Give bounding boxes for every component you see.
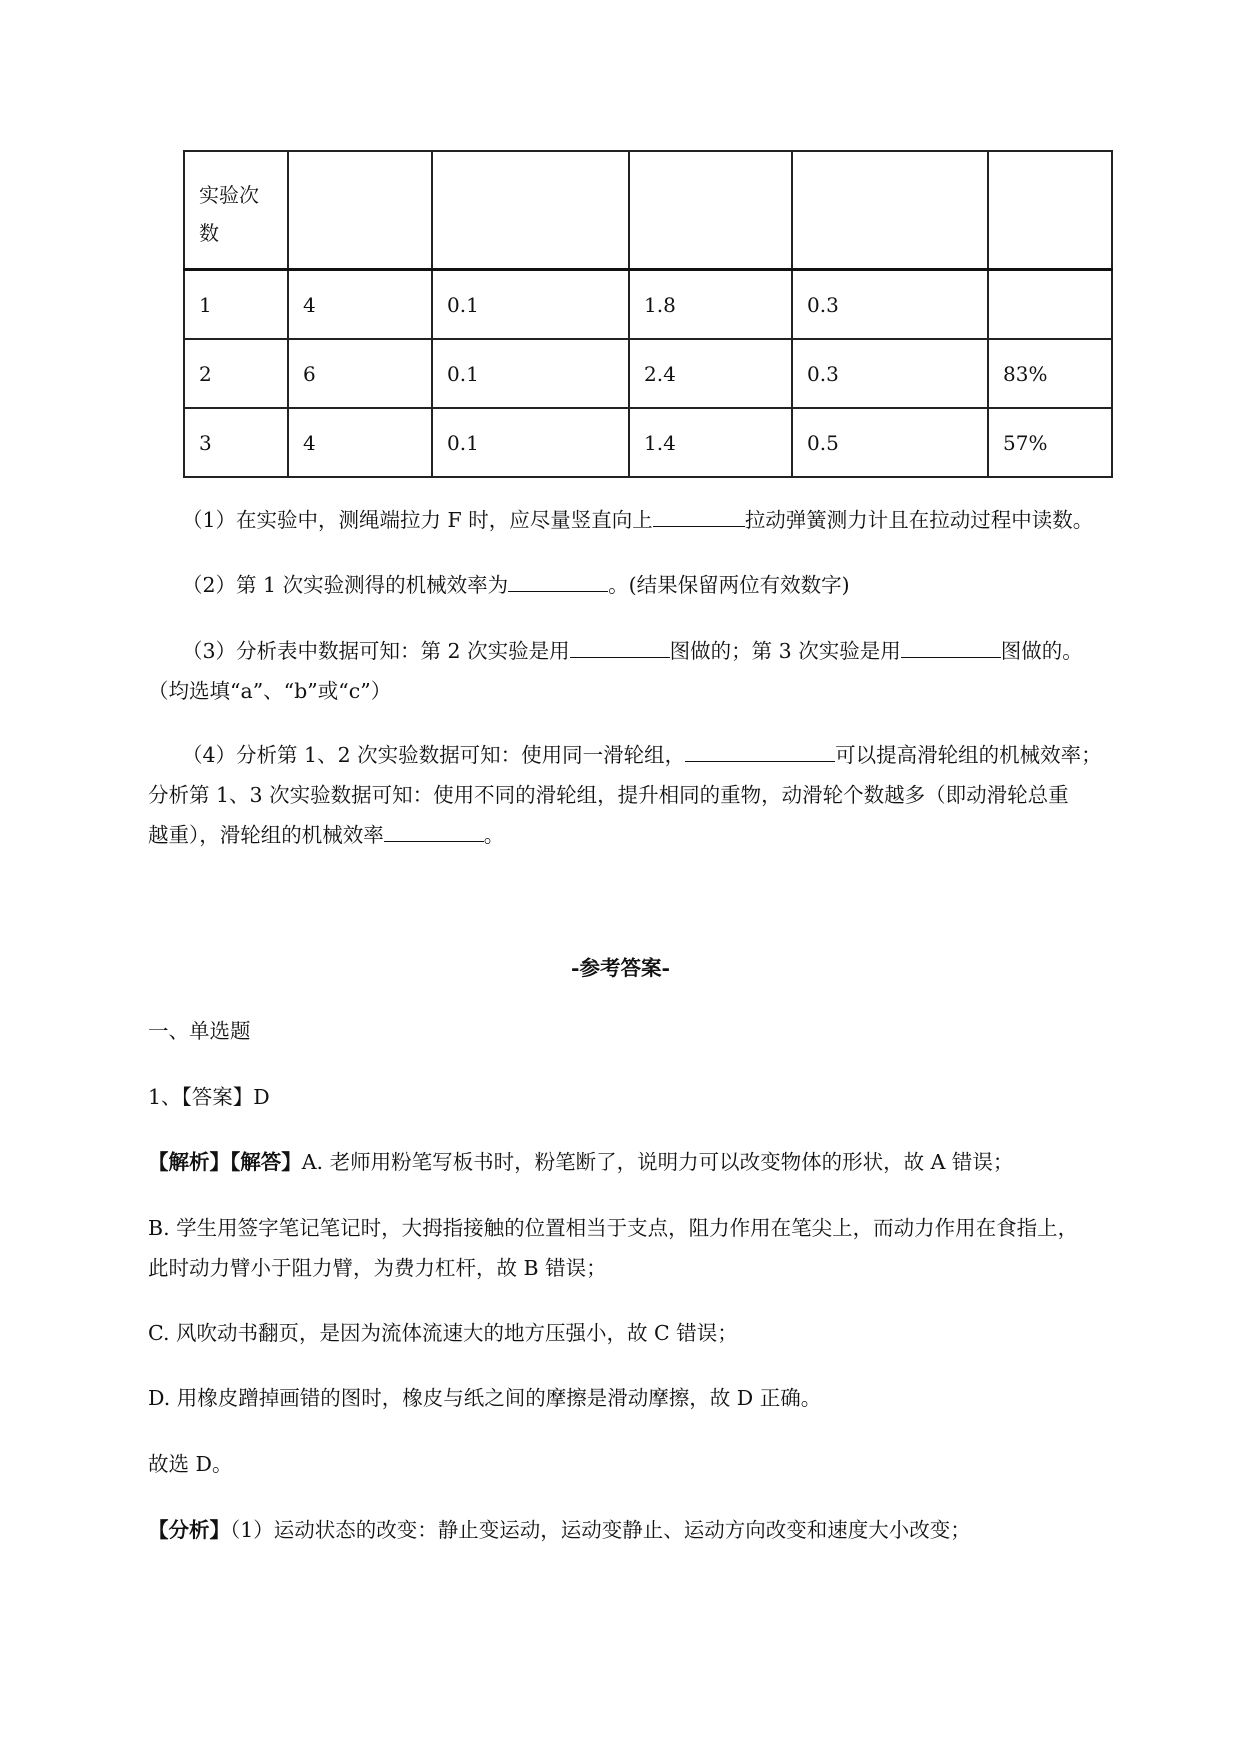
answer-item-1: 1、【答案】D — [148, 1085, 270, 1109]
table-cell: 4 — [288, 408, 432, 477]
table-cell: 2.4 — [629, 339, 792, 408]
answer-blank — [508, 569, 608, 592]
question-3-note: （均选填“a”、“b”或“c”） — [148, 679, 392, 703]
section-heading: 一、单选题 — [148, 1019, 251, 1043]
answers-title: -参考答案- — [570, 956, 671, 980]
analysis-d: D. 用橡皮蹭掉画错的图时，橡皮与纸之间的摩擦是滑动摩擦，故 D 正确。 — [148, 1386, 822, 1410]
answer-blank — [653, 504, 745, 527]
table-cell: 1.8 — [629, 270, 792, 340]
table-header-cell — [629, 151, 792, 270]
question-4-line-3: 越重），滑轮组的机械效率 。 — [148, 815, 1158, 855]
table-cell: 3 — [184, 408, 288, 477]
question-3: （3）分析表中数据可知：第 2 次实验是用 图做的；第 3 次实验是用 图做的。 — [148, 631, 1192, 671]
answer-blank — [685, 739, 835, 762]
table-cell: 1.4 — [629, 408, 792, 477]
table-cell: 4 — [288, 270, 432, 340]
question-4-line-2: 分析第 1、3 次实验数据可知：使用不同的滑轮组，提升相同的重物，动滑轮个数越多（即动滑轮总重 — [148, 783, 1069, 807]
table-cell: 0.1 — [432, 270, 629, 340]
table-cell: 0.5 — [792, 408, 988, 477]
analysis-a: 【解析】【解答】A. 老师用粉笔写板书时，粉笔断了，说明力可以改变物体的形状，故 A 错误； — [148, 1150, 1014, 1174]
answer-blank — [901, 635, 1001, 658]
table-row — [184, 339, 1112, 408]
table-header-cell — [432, 151, 629, 270]
table-cell: 0.3 — [792, 339, 988, 408]
table-row — [184, 270, 1112, 340]
analysis-b-line-1: B. 学生用签字笔记笔记时，大拇指接触的位置相当于支点，阻力作用在笔尖上，而动力作用在食指上， — [148, 1216, 1079, 1240]
table-cell: 1 — [184, 270, 288, 340]
table-cell: 83% — [988, 339, 1112, 408]
question-4: （4）分析第 1、2 次实验数据可知：使用同一滑轮组， 可以提高滑轮组的机械效率； — [148, 735, 1192, 775]
table-header-cell: 实验次数 — [184, 151, 288, 270]
answer-choice: 故选 D。 — [148, 1452, 233, 1476]
table-header-row — [184, 151, 1112, 270]
table-cell — [988, 270, 1112, 340]
table-cell: 6 — [288, 339, 432, 408]
table-cell: 2 — [184, 339, 288, 408]
analysis-fenxi: 【分析】（1）运动状态的改变：静止变运动，运动变静止、运动方向改变和速度大小改变； — [148, 1518, 971, 1542]
table-cell: 0.1 — [432, 339, 629, 408]
analysis-b-line-2: 此时动力臂小于阻力臂，为费力杠杆，故 B 错误； — [148, 1256, 607, 1280]
table-row — [184, 408, 1112, 477]
table-header-cell — [288, 151, 432, 270]
answer-blank — [384, 819, 484, 842]
experiment-data-table — [183, 150, 1113, 478]
table-header-cell — [792, 151, 988, 270]
table-cell: 0.3 — [792, 270, 988, 340]
table-header-cell — [988, 151, 1112, 270]
question-1: （1）在实验中，测绳端拉力 F 时，应尽量竖直向上 拉动弹簧测力计且在拉动过程中读数。 — [148, 500, 1192, 540]
analysis-c: C. 风吹动书翻页，是因为流体流速大的地方压强小，故 C 错误； — [148, 1321, 738, 1345]
question-2: （2）第 1 次实验测得的机械效率为 。(结果保留两位有效数字) — [148, 565, 1192, 605]
table-cell: 0.1 — [432, 408, 629, 477]
table-cell: 57% — [988, 408, 1112, 477]
answer-blank — [570, 635, 670, 658]
